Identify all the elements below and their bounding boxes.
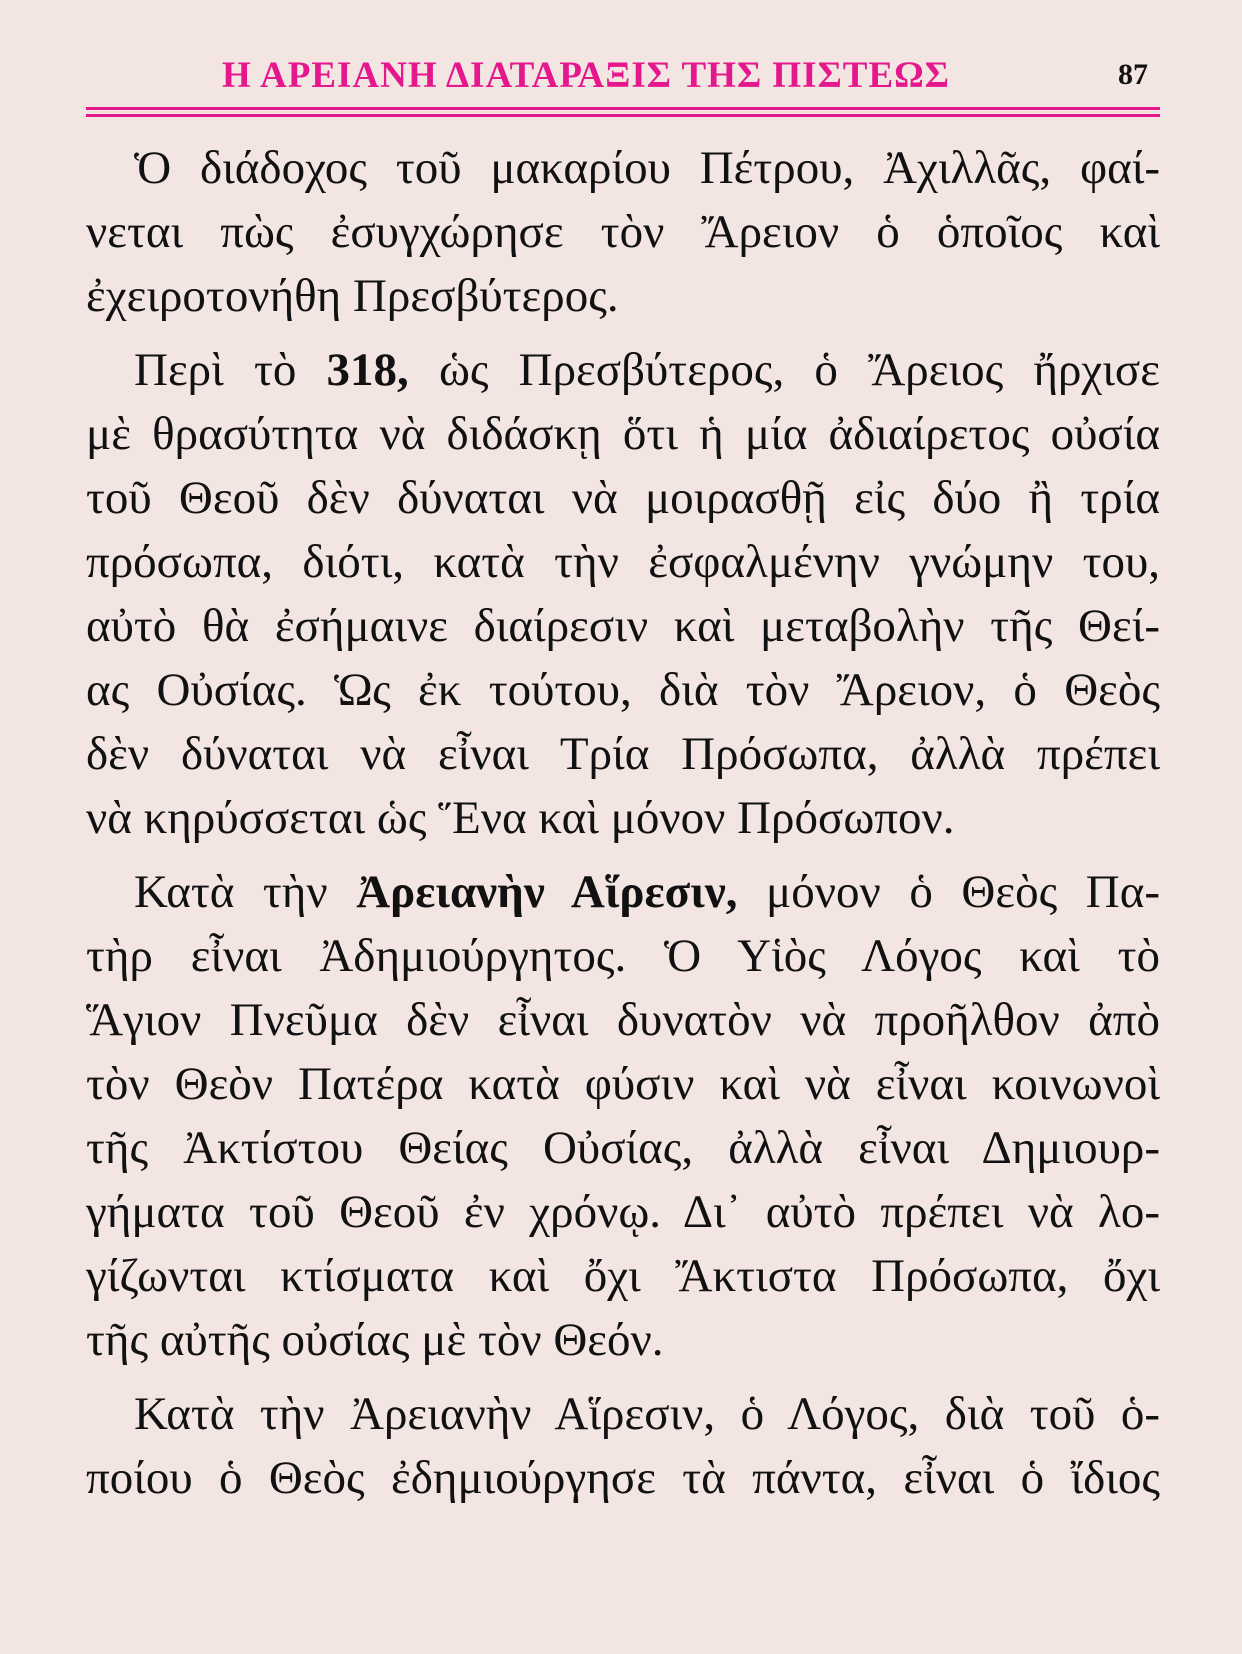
header-rule-bottom [86,114,1160,117]
header-rule-top [86,107,1160,110]
text-line: δὲν δύναται νὰ εἶναι Τρία Πρόσωπα, ἀλλὰ πρέπει [86,728,1160,780]
running-title: Η ΑΡΕΙΑΝΗ ΔΙΑΤΑΡΑΞΙΣ ΤΗΣ ΠΙΣΤΕΩΣ [222,55,950,96]
paragraph [86,1382,1160,1510]
text-line: μὲ θρασύτητα νὰ διδάσκῃ ὅτι ἡ μία ἀδιαίρετος οὐσία [86,408,1160,460]
text-line: νὰ κηρύσσεται ὡς Ἕνα καὶ μόνον Πρόσωπον. [86,792,955,844]
body-text [86,136,1160,1520]
paragraph [86,338,1160,850]
text-line: Ἅγιον Πνεῦμα δὲν εἶναι δυνατὸν νὰ προῆλθον ἀπὸ [86,994,1160,1046]
text-run: Περὶ τὸ [134,344,327,396]
page-number: 87 [1118,58,1148,91]
text-line: τῆς αὐτῆς οὐσίας μὲ τὸν Θεόν. [86,1314,664,1366]
text-line: τῆς Ἀκτίστου Θείας Οὐσίας, ἀλλὰ εἶναι Δημιουρ- [86,1122,1160,1174]
text-line: Κατὰ τὴν Ἀρειανὴν Αἵρεσιν, ὁ Λόγος, διὰ τοῦ ὁ- [134,1388,1160,1440]
bold-term: Ἀρειανὴν Αἵρεσιν, [356,866,738,918]
text-line: νεται πὼς ἐσυγχώρησε τὸν Ἄρειον ὁ ὁποῖος καὶ [86,206,1160,258]
text-line [86,860,1160,924]
text-run: Κατὰ τὴν [134,866,357,918]
text-run: ὡς Πρεσβύτερος, ὁ Ἄρειος ἤρχισε [408,344,1160,396]
text-line: ας Οὐσίας. Ὡς ἐκ τούτου, διὰ τὸν Ἄρειον, ὁ Θεὸς [86,664,1160,716]
text-line: τὸν Θεὸν Πατέρα κατὰ φύσιν καὶ νὰ εἶναι κοινωνοὶ [86,1058,1160,1110]
paragraph [86,136,1160,328]
text-line: γίζωνται κτίσματα καὶ ὄχι Ἄκτιστα Πρόσωπα, ὄχι [86,1250,1160,1302]
paragraph [86,860,1160,1372]
text-line: αὐτὸ θὰ ἐσήμαινε διαίρεσιν καὶ μεταβολὴν τῆς Θεί- [86,600,1160,652]
text-line: τὴρ εἶναι Ἀδημιούργητος. Ὁ Υἱὸς Λόγος καὶ τὸ [86,930,1160,982]
text-line: γήματα τοῦ Θεοῦ ἐν χρόνῳ. Δι᾿ αὐτὸ πρέπει νὰ λο- [86,1186,1160,1238]
text-line: ποίου ὁ Θεὸς ἐδημιούργησε τὰ πάντα, εἶναι ὁ ἴδιος [86,1452,1160,1504]
text-line: Ὁ διάδοχος τοῦ μακαρίου Πέτρου, Ἀχιλλᾶς, φαί- [134,142,1160,194]
text-line [86,338,1160,402]
bold-year: 318, [326,344,409,396]
text-line: τοῦ Θεοῦ δὲν δύναται νὰ μοιρασθῇ εἰς δύο ἢ τρία [86,472,1160,524]
page-header [86,48,1160,98]
text-line: ἐχειροτονήθη Πρεσβύτερος. [86,270,619,322]
text-line: πρόσωπα, διότι, κατὰ τὴν ἐσφαλμένην γνώμην του, [86,536,1160,588]
text-run: μόνον ὁ Θεὸς Πα- [737,866,1160,918]
